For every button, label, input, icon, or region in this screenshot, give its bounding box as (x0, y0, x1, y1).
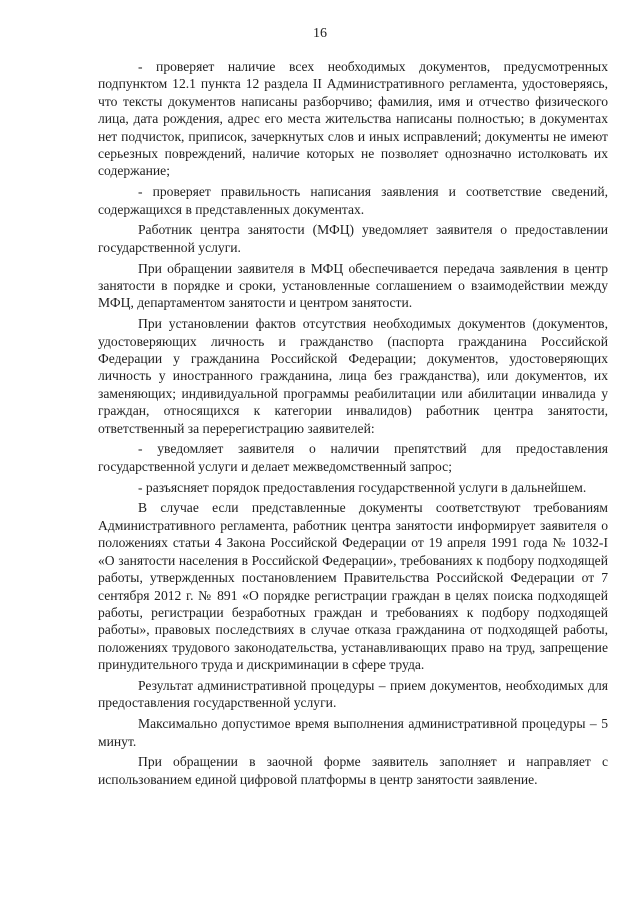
paragraph-max-time: Максимально допустимое время выполнения административной процедуры – 5 минут. (98, 716, 608, 749)
paragraph-missing-documents: При установлении фактов отсутствия необходимых документов (документов, удостоверяющих личность и гражданство (паспорта гражданина Российской Федерации у гражданина Российской Федерации; документов, удостоверяющих личность у иностранного гражданина, лица без гражданства), или документов, их заменяющих; индивидуальной программы реабилитации или абилитации инвалида у граждан, относящихся к категории инвалидов) работник центра занятости, ответственный за перерегистрацию заявителей: (98, 316, 608, 436)
paragraph-explain-procedure: - разъясняет порядок предоставления государственной услуги в дальнейшем. (138, 479, 587, 495)
paragraph-check-documents: - проверяет наличие всех необходимых документов, предусмотренных подпунктом 12.1 пункта 12 раздела II Административного регламента, удостоверяясь, что тексты документов написаны разборчиво; фамилия, имя и отчество физического лица, дата рождения, адрес его места жительства написаны полностью; в документах нет подчисток, приписок, зачеркнутых слов и иных исправлений; документы не имеют серьезных повреждений, наличие которых не позволяет однозначно истолковать их содержание; (98, 59, 608, 179)
document-body (98, 58, 608, 788)
paragraph-notify-obstacles: - уведомляет заявителя о наличии препятствий для предоставления государственной услуги и делает межведомственный запрос; (98, 441, 608, 474)
paragraph-mfc-transfer: При обращении заявителя в МФЦ обеспечивается передача заявления в центр занятости в порядке и сроки, установленные соглашением о взаимодействии между МФЦ, департаментом занятости и центром занятости. (98, 260, 608, 311)
paragraph-procedure-result: Результат административной процедуры – прием документов, необходимых для предоставления государственной услуги. (98, 677, 608, 711)
paragraph-mfc-notification: Работник центра занятости (МФЦ) уведомляет заявителя о предоставлении государственной услуги. (98, 222, 608, 255)
paragraph-remote-application: При обращении в заочной форме заявитель заполняет и направляет с использованием единой цифровой платформы в центр занятости заявление. (98, 754, 608, 787)
page-number: 16 (313, 26, 327, 41)
paragraph-check-application: - проверяет правильность написания заявления и соответствие сведений, содержащихся в представленных документах. (98, 184, 608, 217)
paragraph-documents-compliant: В случае если представленные документы соответствуют требованиям Административного регламента, работник центра занятости информирует заявителя о положениях статьи 4 Закона Российской Федерации от 19 апреля 1991 года № 1032-I «О занятости населения в Российской Федерации», требованиях к подбору подходящей работы, утвержденных постановлением Правительства Российской Федерации от 7 сентября 2012 г. № 891 «О порядке регистрации граждан в целях поиска подходящей работы, регистрации безработных граждан и требованиях к подбору подходящей работы», правовых последствиях в случае отказа гражданина от подходящей работы, положениях трудового законодательства, устанавливающих право на труд, запрещение принудительного труда и дискриминации в сфере труда. (98, 500, 608, 673)
